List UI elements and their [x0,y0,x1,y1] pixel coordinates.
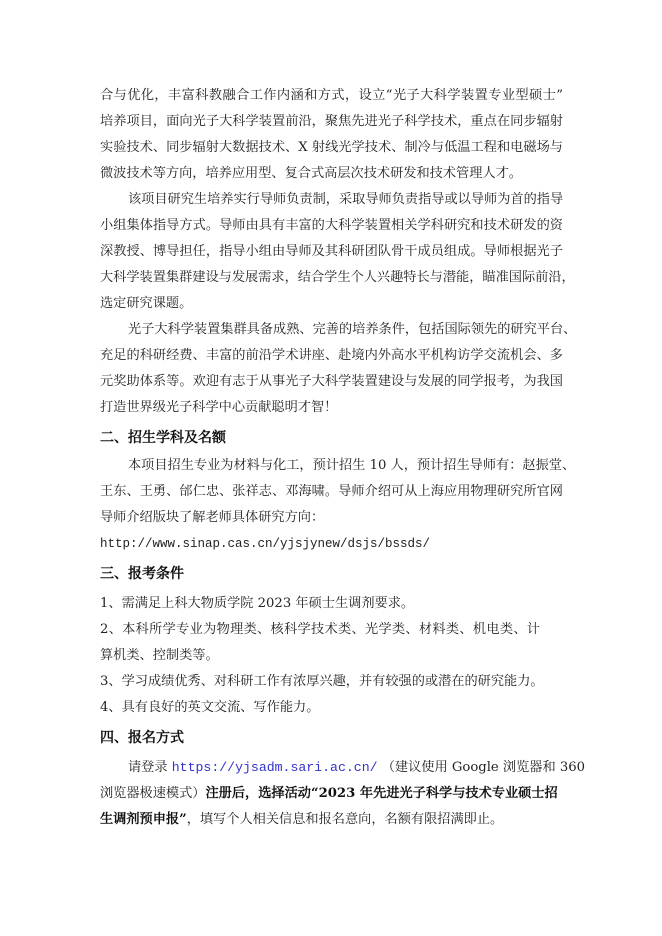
list-item: 2、本科所学专业为物理类、核科学技术类、光学类、材料类、机电类、计 [100,622,540,637]
text-line: 元奖助体系等。欢迎有志于从事光子大科学装置建设与发展的同学报考，为我国 [100,374,563,389]
text-line: 导师介绍版块了解老师具体研究方向： [100,510,325,525]
text-line: 实验技术、同步辐射大数据技术、X 射线光学技术、制冷与低温工程和电磁场与 [100,140,563,155]
text-line: 深教授、博导担任，指导小组由导师及其科研团队骨干成员组成。导师根据光子 [100,244,563,259]
text: （建议使用 Google 浏览器和 360 [377,760,586,775]
text-line: 该项目研究生培养实行导师负责制，采取导师负责指导或以导师为首的指导 [128,192,564,207]
text-line: 光子大科学装置集群具备成熟、完善的培养条件，包括国际领先的研究平台、 [128,322,577,337]
section-heading: 四、报名方式 [100,730,184,746]
text: 浏览器极速模式） [100,786,206,801]
text-line: 小组集体指导方式。导师由具有丰富的大科学装置相关学科研究和技术研发的资 [100,218,563,233]
text-line [100,810,563,830]
section-heading: 三、报考条件 [100,566,184,582]
text-line: 微波技术等方向，培养应用型、复合式高层次技术研发和技术管理人才。 [100,166,522,181]
text-line: 培养项目，面向光子大科学装置前沿，聚焦先进光子科学技术，重点在同步辐射 [100,114,563,129]
text-line: 王东、王勇、邰仁忠、张祥志、邓海啸。导师介绍可从上海应用物理研究所官网 [100,484,563,499]
text-line: 充足的科研经费、丰富的前沿学术讲座、赴境内外高水平机构访学交流机会、多 [100,348,563,363]
text: ，填写个人相关信息和报名意向，名额有限招满即止。 [186,812,504,827]
text: 请登录 [128,760,172,775]
text-line: 大科学装置集群建设与发展需求，结合学生个人兴趣特长与潜能，瞄准国际前沿， [100,270,575,285]
text-line: 合与优化，丰富科教融合工作内涵和方式，设立“光子大科学装置专业型硕士” [100,88,563,103]
section-heading: 二、招生学科及名额 [100,430,226,446]
list-item: 4、具有良好的英文交流、写作能力。 [100,700,320,715]
bold-text: 注册后，选择活动“2023 年先进光子科学与技术专业硕士招 [205,786,558,801]
text-line: 本项目招生专业为材料与化工，预计招生 10 人，预计招生导师有：赵振堂、 [128,458,576,473]
list-item: 3、学习成绩优秀、对科研工作有浓厚兴趣，并有较强的或潜在的研究能力。 [100,674,544,689]
list-item: 算机类、控制类等。 [100,648,219,663]
text-line: 选定研究课题。 [100,296,193,311]
list-item: 1、需满足上科大物质学院 2023 年硕士生调剂要求。 [100,596,415,611]
text-line: 打造世界级光子科学中心贡献聪明才智！ [100,400,338,415]
text-line [128,758,586,778]
text-line [100,784,563,804]
advisor-url: http://www.sinap.cas.cn/yjsjynew/dsjs/bssds/ [100,537,431,551]
registration-link[interactable]: https://yjsadm.sari.ac.cn/ [171,760,378,775]
bold-text: 生调剂预申报” [100,812,187,827]
